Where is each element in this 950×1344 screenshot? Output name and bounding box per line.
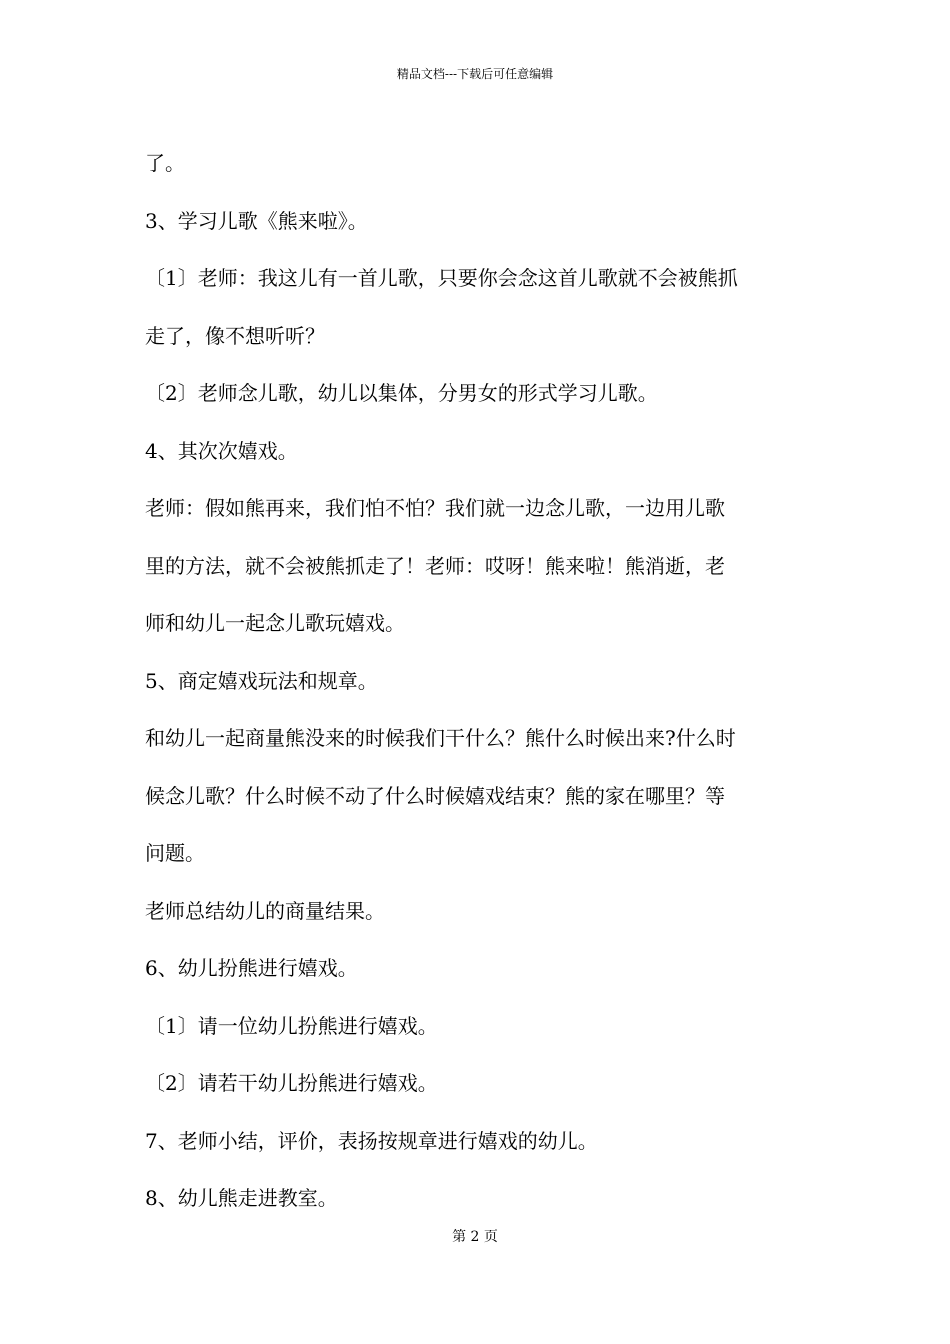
- body-line: 〔1〕请一位幼儿扮熊进行嬉戏。: [145, 1013, 438, 1038]
- section-heading: 7、老师小结，评价，表扬按规章进行嬉戏的幼儿。: [145, 1128, 598, 1153]
- body-line: 候念儿歌？什么时候不动了什么时候嬉戏结束？熊的家在哪里？等: [145, 783, 725, 808]
- body-line: 走了，像不想听听？: [145, 323, 325, 348]
- body-line: 〔1〕老师：我这儿有一首儿歌，只要你会念这首儿歌就不会被熊抓: [145, 266, 738, 290]
- page-header: 精品文档---下载后可任意编辑: [396, 67, 554, 81]
- body-line: 了。: [145, 151, 185, 175]
- section-heading: 3、学习儿歌《熊来啦》。: [145, 208, 368, 233]
- body-line: 和幼儿一起商量熊没来的时候我们干什么？熊什么时候出来?什么时: [145, 726, 736, 750]
- body-line: 老师：假如熊再来，我们怕不怕？我们就一边念儿歌，一边用儿歌: [145, 496, 725, 520]
- section-heading: 6、幼儿扮熊进行嬉戏。: [145, 956, 358, 980]
- body-line: 里的方法，就不会被熊抓走了！老师：哎呀！熊来啦！熊消逝，老: [145, 553, 725, 578]
- body-line: 问题。: [145, 841, 205, 865]
- body-line: 老师总结幼儿的商量结果。: [145, 898, 385, 923]
- body-line: 师和幼儿一起念儿歌玩嬉戏。: [145, 611, 405, 635]
- document-body: [145, 135, 810, 1228]
- body-line: 〔2〕老师念儿歌，幼儿以集体，分男女的形式学习儿歌。: [145, 381, 658, 405]
- section-heading: 5、商定嬉戏玩法和规章。: [145, 668, 378, 693]
- page-number: 第 2 页: [452, 1229, 498, 1245]
- body-line: 〔2〕请若干幼儿扮熊进行嬉戏。: [145, 1071, 438, 1095]
- section-heading: 4、其次次嬉戏。: [145, 438, 298, 463]
- section-heading: 8、幼儿熊走进教室。: [145, 1186, 338, 1210]
